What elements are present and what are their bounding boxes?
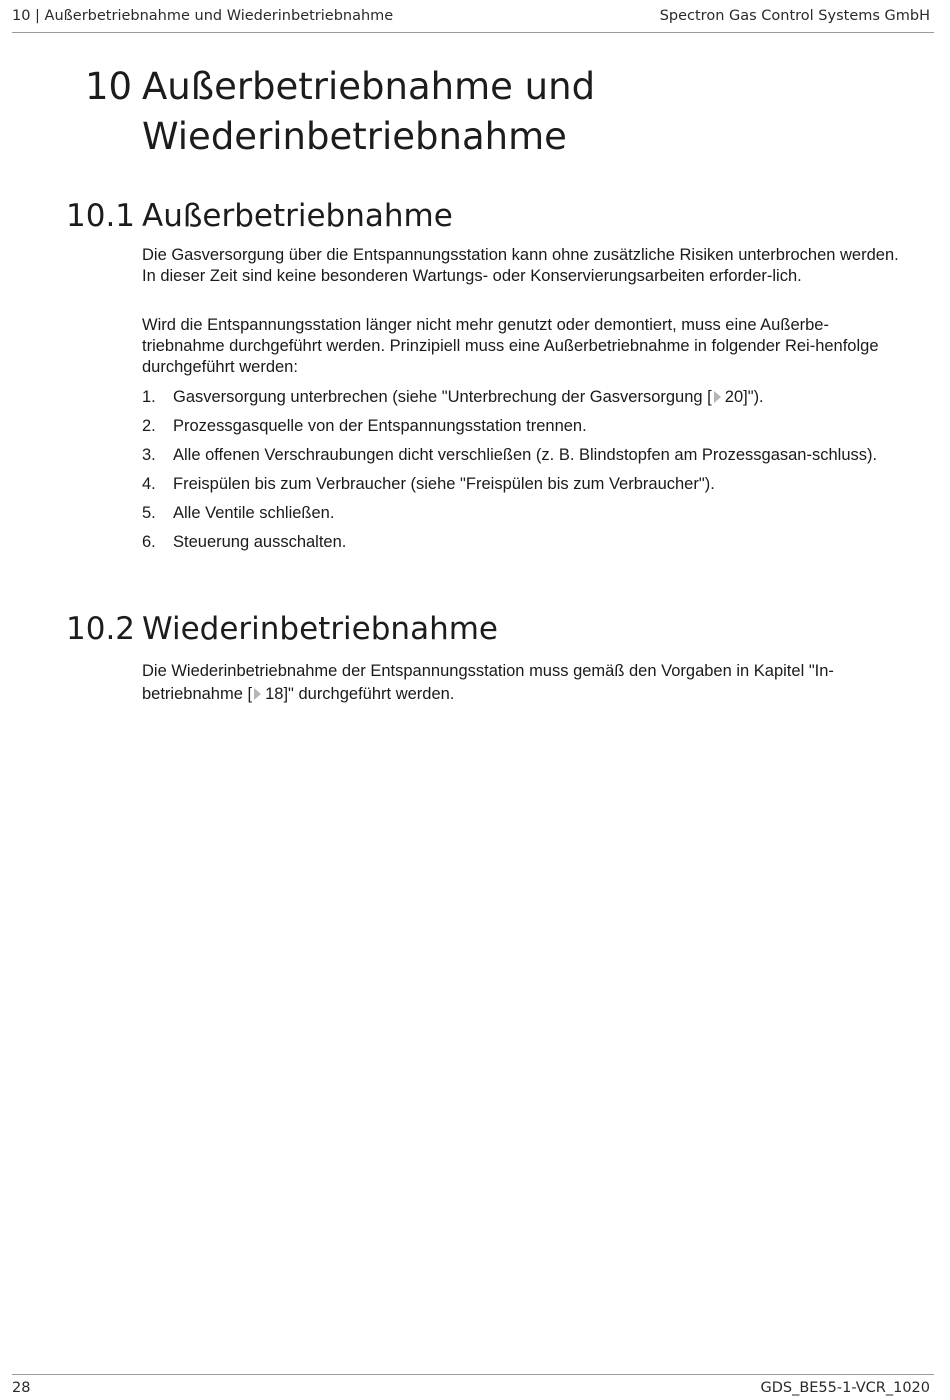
step-item	[142, 532, 906, 553]
cross-reference-link[interactable]: 18	[265, 685, 284, 703]
header-company: Spectron Gas Control Systems GmbH	[659, 8, 930, 24]
step-number: 6.	[142, 533, 156, 551]
chapter-title-line2: Wiederinbetriebnahme	[142, 115, 567, 158]
page-arrow-icon	[254, 688, 261, 700]
section1-paragraph1	[142, 245, 906, 287]
step-text: Alle offenen Verschraubungen dicht verschließen (z. B. Blindstopfen am Prozessgasan-schluss).	[173, 446, 878, 464]
step-text: Prozessgasquelle von der Entspannungsstation trennen.	[173, 417, 587, 435]
step-item	[142, 503, 906, 524]
page-arrow-icon	[714, 391, 721, 403]
section-number: 10.1	[66, 198, 136, 234]
chapter-title-text	[142, 62, 842, 162]
step-text: Alle Ventile schließen.	[173, 504, 335, 522]
step-number: 5.	[142, 504, 156, 522]
paragraph-text: Wird die Entspannungsstation länger nicht mehr genutzt oder demontiert, muss eine Außerbe-triebnahme durchgeführt werden. Prinzipiell muss eine Außerbetriebnahme in folgender Rei-henfolge durchgeführt werden:	[142, 316, 879, 376]
step-item	[142, 387, 906, 408]
paragraph-text-end: ]" durchgeführt werden.	[283, 685, 455, 703]
header-chapter-ref: 10 | Außerbetriebnahme und Wiederinbetriebnahme	[12, 8, 394, 24]
step-number: 3.	[142, 446, 156, 464]
running-header	[12, 7, 934, 33]
step-number: 1.	[142, 388, 156, 406]
step-text: Steuerung ausschalten.	[173, 533, 347, 551]
cross-reference-link[interactable]	[448, 388, 744, 406]
step-item	[142, 474, 906, 495]
paragraph-text: Die Wiederinbetriebnahme der Entspannungsstation muss gemäß den Vorgaben in Kapitel "In-betriebnahme [	[142, 662, 834, 703]
paragraph-text: Die Gasversorgung über die Entspannungsstation kann ohne zusätzliche Risiken unterbrochen werden. In dieser Zeit sind keine besonderen Wartungs- oder Konservierungsarbeiten erforder-lich.	[142, 246, 899, 285]
step-item	[142, 416, 906, 437]
page-number: 28	[12, 1380, 31, 1396]
section-number: 10.2	[66, 611, 136, 647]
chapter-number: 10	[85, 65, 133, 108]
section2-paragraph	[142, 660, 906, 706]
link-text: Unterbrechung der Gasversorgung [	[447, 388, 712, 406]
step-item	[142, 445, 906, 466]
section1-paragraph2	[142, 315, 906, 378]
step-number: 4.	[142, 475, 156, 493]
footer-divider	[12, 1374, 934, 1375]
chapter-title-line1: Außerbetriebnahme und	[142, 65, 596, 108]
step-text: Gasversorgung unterbrechen (siehe "	[173, 388, 448, 406]
section-title-text: Wiederinbetriebnahme	[142, 611, 498, 647]
step-text: Freispülen bis zum Verbraucher (siehe "Freispülen bis zum Verbraucher").	[173, 475, 715, 493]
section-title-text: Außerbetriebnahme	[142, 198, 453, 234]
procedure-steps	[142, 387, 906, 561]
link-page: 20	[724, 388, 744, 406]
step-number: 2.	[142, 417, 156, 435]
document-id: GDS_BE55-1-VCR_1020	[760, 1380, 930, 1396]
step-text-end: ]").	[743, 388, 764, 406]
